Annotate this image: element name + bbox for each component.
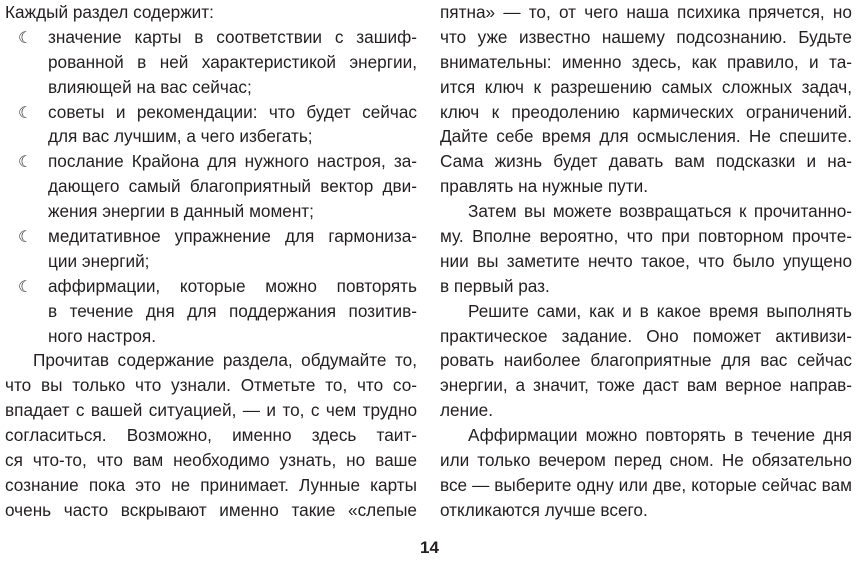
list-item-line: дающего самый благоприятный вектор дви- <box>48 176 417 197</box>
crescent-moon-icon: ☾ <box>18 104 33 122</box>
paragraph-line: Аффирмации можно повторять в течение дня <box>468 425 852 446</box>
bullet-list <box>5 25 417 349</box>
paragraph-line: в первый раз. <box>440 275 550 296</box>
crescent-moon-icon: ☾ <box>18 229 33 247</box>
paragraph-line: Прочитав содержание раздела, обдумайте то, <box>33 350 417 371</box>
paragraph-line: откликаются лучше всего. <box>440 499 648 520</box>
paragraph-line: что вы только что узнали. Отметьте то, что со- <box>5 375 417 396</box>
list-item-line: ного настроя. <box>48 325 156 346</box>
intro-line: Каждый раздел содержит: <box>5 2 214 22</box>
paragraph-line: сознание пока это не принимает. Лунные карты <box>5 474 417 495</box>
paragraph-line: внимательны: именно здесь, как правило, и та- <box>440 51 852 72</box>
paragraph-line: нии вы заметите нечто такое, что было упущено <box>440 250 852 271</box>
paragraph-line: практическое задание. Оно поможет активизи- <box>440 325 852 346</box>
paragraph-reflect <box>5 348 417 522</box>
paragraph-line: очень часто вскрывают именно такие «слепые <box>5 499 417 520</box>
list-item-line: ции энергий; <box>48 250 150 271</box>
paragraph-line: пятна» — то, от чего наша психика прячется, но <box>440 2 852 22</box>
list-item-line: влияющей на вас сейчас; <box>48 76 252 97</box>
paragraph-line: Решите сами, как и в какое время выполнять <box>468 300 852 321</box>
paragraph-line: ится ключ к разрешению самых сложных задач, <box>440 76 852 97</box>
paragraph-line: впадает с вашей ситуацией, — и то, с чем трудно <box>5 400 417 421</box>
list-item <box>5 149 417 174</box>
paragraph-line: все — выберите одну или две, которые сейчас вам <box>440 474 852 495</box>
crescent-moon-icon: ☾ <box>18 278 33 296</box>
list-item-text: медитативное упражнение для гармониза- <box>48 226 417 247</box>
left-column <box>5 0 417 523</box>
right-column <box>440 0 852 523</box>
list-item-line: в течение дня для поддержания позитив- <box>48 300 417 321</box>
list-item-line: рованной в ней характеристикой энергии, <box>48 51 417 72</box>
paragraph-line: Дайте себе время для осмысления. Не спешите. <box>440 126 852 147</box>
paragraph-line: энергии, а значит, тоже даст вам верное направ- <box>440 375 852 396</box>
paragraph-line: ление. <box>440 400 494 421</box>
paragraph-continuation <box>440 0 852 199</box>
list-item <box>5 100 417 125</box>
list-item-text: значение карты в соответствии с зашиф- <box>48 26 417 47</box>
paragraph-line: Затем вы можете возвращаться к прочитанно- <box>468 201 852 222</box>
list-item-line: для вас лучшим, а чего избегать; <box>48 126 313 147</box>
paragraph-line: ся что-то, что вам необходимо узнать, но ваше <box>5 450 417 471</box>
crescent-moon-icon: ☾ <box>18 154 33 172</box>
list-item-line: жения энергии в данный момент; <box>48 201 314 222</box>
crescent-moon-icon: ☾ <box>18 29 33 47</box>
list-item-text: советы и рекомендации: что будет сейчас <box>48 101 417 122</box>
paragraph-affirmations <box>440 423 852 523</box>
paragraph-practice <box>440 299 852 423</box>
paragraph-line: или только вечером перед сном. Не обязательно <box>440 450 852 471</box>
list-item <box>5 25 417 50</box>
paragraph-line: ключ к преодолению кармических ограничений. <box>440 101 852 122</box>
list-item-text: послание Крайона для нужного настроя, за- <box>48 151 417 172</box>
paragraph-line: согласиться. Возможно, именно здесь таит- <box>5 425 417 446</box>
paragraph-line: правлять на нужные пути. <box>440 176 649 197</box>
list-item-text: аффирмации, которые можно повторять <box>48 275 417 296</box>
page-number: 14 <box>420 538 439 557</box>
paragraph-line: ровать наиболее благоприятные для вас сейчас <box>440 350 852 371</box>
list-item <box>5 274 417 299</box>
list-item <box>5 224 417 249</box>
paragraph-reread <box>440 199 852 299</box>
paragraph-line: му. Вполне вероятно, что при повторном прочте- <box>440 226 852 247</box>
paragraph-line: что уже известно нашему подсознанию. Будьте <box>440 26 852 47</box>
paragraph-line: Сама жизнь будет давать вам подсказки и на- <box>440 151 852 172</box>
